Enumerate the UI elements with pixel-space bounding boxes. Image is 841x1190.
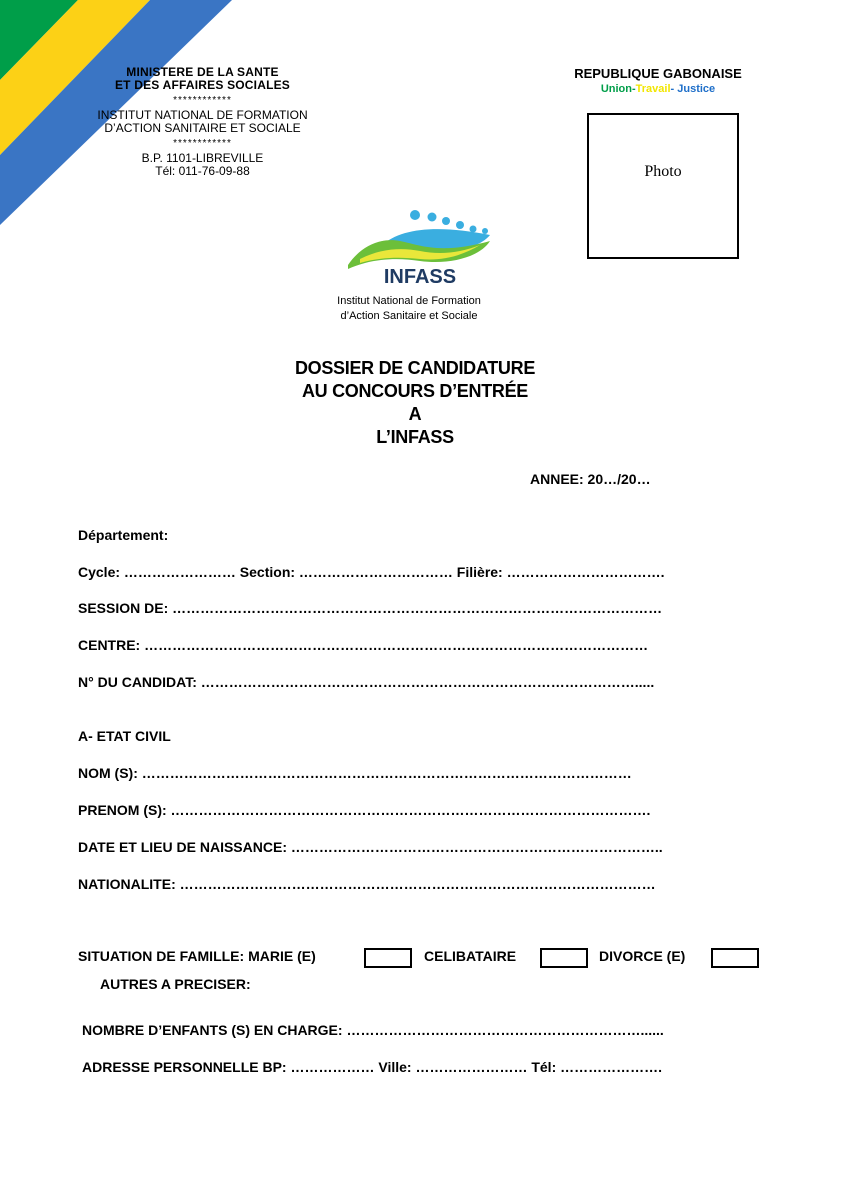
nombre-enfants-field[interactable]: NOMBRE D’ENFANTS (S) EN CHARGE: ………………………………………………………...... [82, 1022, 664, 1038]
nom-field[interactable]: NOM (S): …………………………………………………………………………………………… [78, 765, 632, 781]
motto-justice: Justice [677, 83, 716, 95]
celibataire-checkbox[interactable] [540, 948, 588, 968]
candidate-number-field[interactable]: N° DU CANDIDAT: …………………………………………………………………………………..... [78, 674, 655, 690]
stars-separator-1: ************ [173, 95, 232, 106]
document-title [250, 357, 580, 449]
academic-year: ANNEE: 20…/20… [530, 471, 651, 487]
national-motto [548, 83, 768, 95]
divorce-checkbox[interactable] [711, 948, 759, 968]
republic-block [548, 66, 768, 95]
centre-field[interactable]: CENTRE: ……………………………………………………………………………………………… [78, 637, 649, 653]
logo-caption [300, 294, 518, 324]
birth-date-place-field[interactable]: DATE ET LIEU DE NAISSANCE: …………………………………………………………………….. [78, 839, 663, 855]
logo-caption-line-2: d’Action Sanitaire et Sociale [340, 310, 478, 322]
adresse-personnelle-field[interactable]: ADRESSE PERSONNELLE BP: ……………… Ville: …………………… Tél: …………………. [82, 1059, 663, 1075]
address-line-1: B.P. 1101-LIBREVILLE [141, 151, 264, 165]
celibataire-label: CELIBATAIRE [424, 948, 517, 964]
title-line-1: DOSSIER DE CANDIDATURE [294, 358, 536, 378]
infass-logo [340, 207, 500, 287]
motto-travail: Travail [635, 83, 671, 95]
motto-separator-1: - [631, 83, 636, 95]
motto-separator-2: - [670, 83, 678, 95]
ministry-line-2: ET DES AFFAIRES SOCIALES [114, 78, 291, 92]
prenom-field[interactable]: PRENOM (S): …………………………………………………………………………………………. [78, 802, 651, 818]
stars-separator-2: ************ [173, 138, 232, 149]
institute-line-1: INSTITUT NATIONAL DE FORMATION [97, 108, 308, 122]
departement-field[interactable]: Département: [78, 527, 169, 543]
situation-famille-label: SITUATION DE FAMILLE: MARIE (E) [78, 948, 316, 964]
cycle-section-filiere-field[interactable]: Cycle: …………………… Section: …………………………… Filière: ……………………………. [78, 564, 665, 580]
photo-box[interactable] [587, 113, 739, 259]
title-line-2: AU CONCOURS D’ENTRÉE [301, 381, 528, 401]
nationalite-field[interactable]: NATIONALITE: ………………………………………………………………………………………… [78, 876, 656, 892]
logo-wordmark: INFASS [383, 266, 457, 287]
ministry-line-1: MINISTERE DE LA SANTE [126, 65, 279, 79]
republic-name: REPUBLIQUE GABONAISE [574, 66, 742, 81]
title-line-4: L’INFASS [376, 427, 454, 447]
photo-label: Photo [644, 163, 682, 180]
logo-caption-line-1: Institut National de Formation [337, 295, 481, 307]
session-field[interactable]: SESSION DE: …………………………………………………………………………………………… [78, 600, 663, 616]
institute-line-2: D’ACTION SANITAIRE ET SOCIALE [104, 121, 301, 135]
marie-checkbox[interactable] [364, 948, 412, 968]
address-line-2: Tél: 011-76-09-88 [155, 164, 250, 178]
ministry-block [70, 66, 335, 178]
divorce-label: DIVORCE (E) [599, 948, 686, 964]
autres-a-preciser-field[interactable]: AUTRES A PRECISER: [100, 976, 251, 992]
motto-union: Union [600, 83, 632, 95]
etat-civil-heading: A- ETAT CIVIL [78, 728, 171, 744]
title-line-3: A [408, 404, 422, 424]
